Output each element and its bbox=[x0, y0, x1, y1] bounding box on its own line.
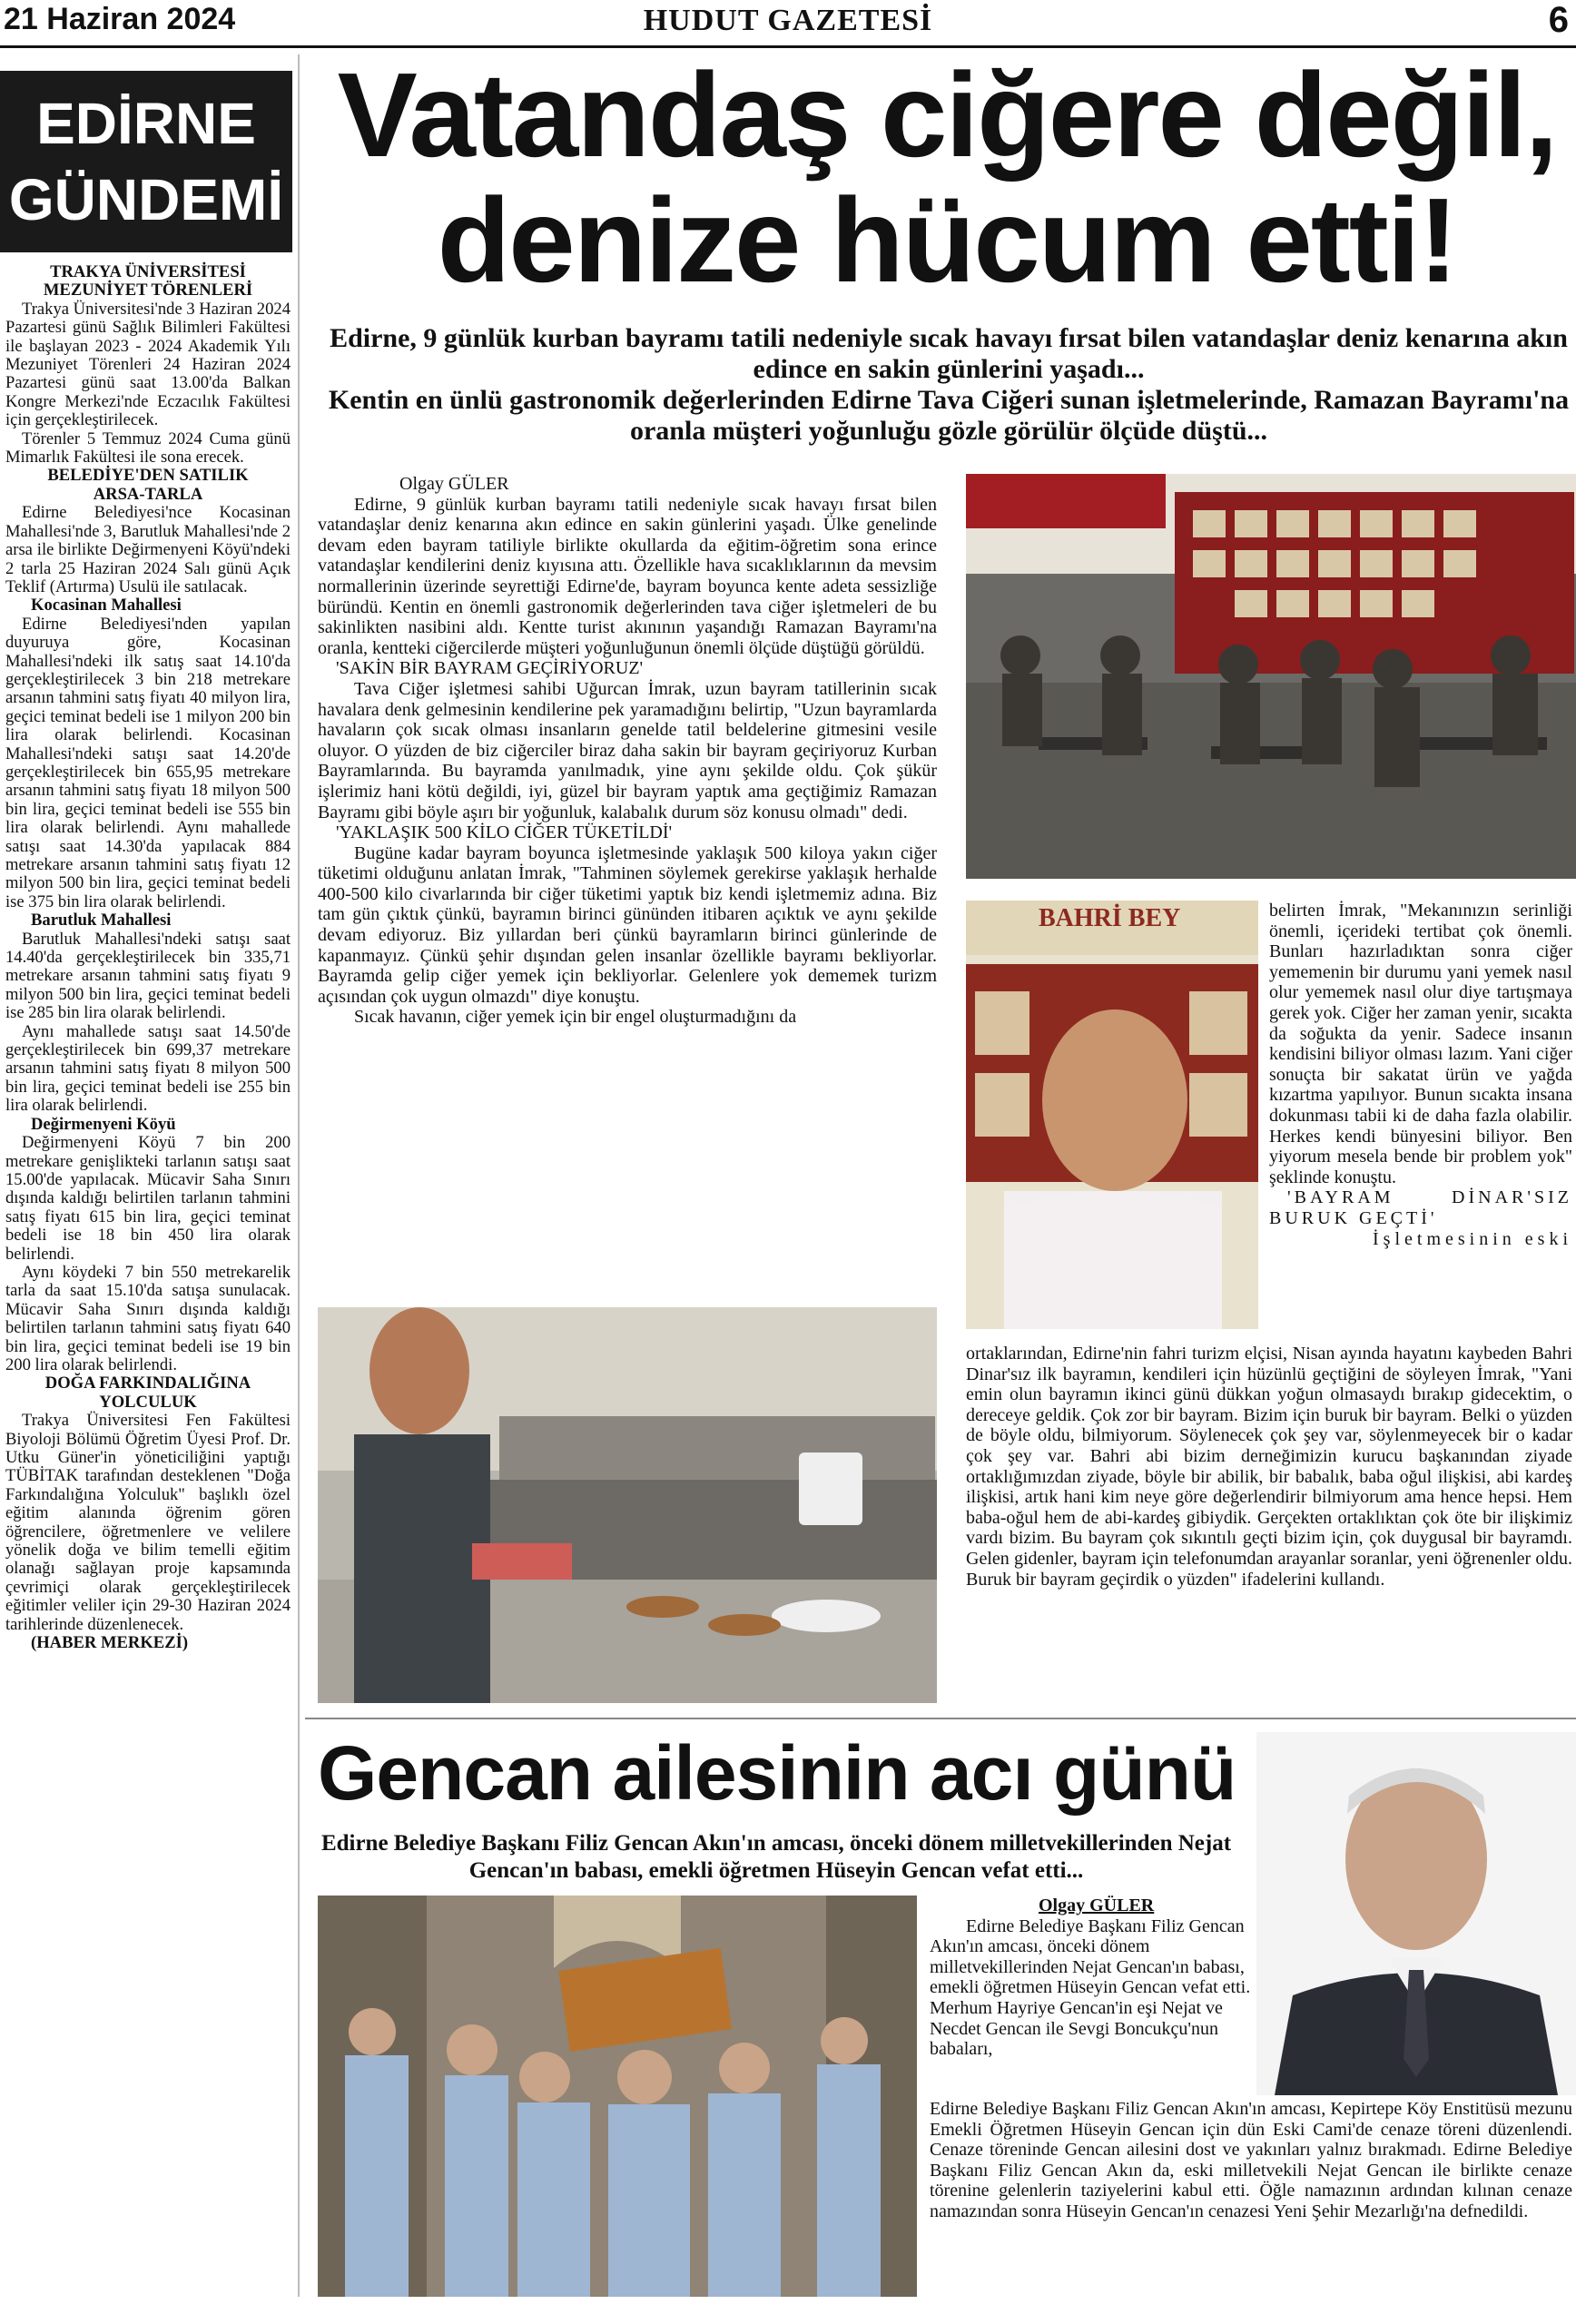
brief-title: YOLCULUK bbox=[99, 1392, 197, 1412]
story2-lower bbox=[930, 2099, 1572, 2222]
main-headline bbox=[318, 48, 1576, 307]
story-paragraph: Edirne Belediye Başkanı Filiz Gencan Akın'ın amcası, önceki dönem milletvekillerinden Nejat Gencan'ın babası, emekli öğretmen Hüseyin Gencan vefat etti. Merhum Hayriye Gencan'in eşi Nejat ve Necdet Gencan ile Sevgi Boncukçu'nun babaları, bbox=[930, 1915, 1251, 2060]
main-deck-2: Kentin en ünlü gastronomik değerlerinden Edirne Tava Ciğeri sunan işletmelerinde, Ramazan Bayramı'na oranla müşteri yoğunluğu gözle görülür ölçüde düştü... bbox=[328, 385, 1570, 446]
section-box bbox=[0, 71, 292, 252]
main-deck bbox=[327, 323, 1571, 447]
brief-paragraph: Trakya Üniversitesi Fen Fakültesi Biyoloji Bölümü Öğretim Üyesi Prof. Dr. Utku Güner'in yöneticiliğini yaptığı TÜBİTAK tarafından desteklenen "Doğa Farkındalığına Yolculuk" başlıklı özel eğitim alanında öğrenim gören öğrencilere, öğretmenlere ve velilere yönelik doğa ve bilim temelli eğitim olanağı sağlayan proje kapsamında çevrimiçi olarak gerçekleştirilecek eğitimler veliler için 29-30 Haziran 2024 tarihlerinde düzenlenecek. bbox=[5, 1411, 291, 1634]
brief-paragraph: Aynı köydeki 7 bin 550 metrekarelik tarla da saat 15.10'da satışa sunulacak. Mücavir Saha Sınırı dışında kaldığı belirtilen tarlanın tahmini satış fiyatı 640 bin lira, geçici teminat bedeli ise 19 bin 200 lira olarak belirlendi. bbox=[5, 1262, 291, 1374]
byline: Olgay GÜLER bbox=[399, 474, 509, 494]
brief-paragraph: Trakya Üniversitesi'nde 3 Haziran 2024 Pazartesi günü Sağlık Bilimleri Fakültesi ile başlayan 2023 - 2024 Akademik Yılı Mezuniyet Törenleri 24 Haziran 2024 Pazartesi günü saat 13.00'da Balkan Kongre Merkezi'nde Eczacılık Fakültesi için gerçekleştirilecek. bbox=[5, 299, 291, 430]
story-subhead: 'BAYRAM DİNAR'SIZ BURUK GEÇTİ' bbox=[1269, 1187, 1572, 1228]
main-headline-line1: Vatandaş ciğere değil, bbox=[337, 48, 1557, 182]
deceased-portrait-photo bbox=[1256, 1732, 1576, 2095]
brief-subhead: Barutluk Mahallesi bbox=[31, 911, 172, 931]
story1-column bbox=[318, 474, 937, 1028]
story-paragraph: İşletmesinin eski bbox=[1373, 1228, 1572, 1249]
page-number: 6 bbox=[1548, 0, 1569, 40]
owner-portrait-photo bbox=[966, 901, 1258, 1329]
brief-title: MEZUNİYET TÖRENLERİ bbox=[43, 281, 253, 300]
issue-date: 21 Haziran 2024 bbox=[4, 2, 236, 36]
story1-bottomcol bbox=[966, 1344, 1572, 1590]
newspaper-name: HUDUT GAZETESİ bbox=[643, 4, 933, 37]
byline: Olgay GÜLER bbox=[1039, 1896, 1155, 1915]
brief-title: BELEDİYE'DEN SATILIK bbox=[47, 466, 249, 486]
story2-upper bbox=[930, 1896, 1253, 2060]
sign-text: BAHRİ BEY bbox=[1039, 904, 1181, 932]
story-subhead: 'YAKLAŞIK 500 KİLO CİĞER TÜKETİLDİ' bbox=[336, 822, 673, 843]
section-box-line2: GÜNDEMİ bbox=[8, 167, 284, 232]
story-paragraph: Edirne Belediye Başkanı Filiz Gencan Akın'ın amcası, Kepirtepe Köy Enstitüsü mezunu Emekli Öğretmen Hüseyin Gencan için dün Eski Cami'de cenaze töreni düzenlendi. Cenaze töreninde Gencan ailesini dost ve yakınları yalnız bırakmadı. Edirne Belediye Başkanı Filiz Gencan Akın da, eski milletvekili Nejat Gencan ile birlikte cenaze törenine gelenlerin taziyelerini kabul etti. Öğle namazının ardından kılınan cenaze namazından sonra Hüseyin Gencan'ın cenazesi Yeni Şehir Mezarlığı'na defnedildi. bbox=[930, 2099, 1572, 2221]
brief-paragraph: Edirne Belediyesi'nce Kocasinan Mahallesi'nde 3, Barutluk Mahallesi'nde 2 arsa ile birlikte Değirmenyeni Köyü'ndeki 2 tarla 25 Haziran 2024 Salı günü Açık Teklif (Artırma) Usulü ile satılacak. bbox=[5, 503, 291, 596]
second-headline: Gencan ailesinin acı günü bbox=[318, 1730, 1236, 1816]
story-subhead: 'SAKİN BİR BAYRAM GEÇİRİYORUZ' bbox=[336, 658, 644, 679]
brief-paragraph: Barutluk Mahallesi'ndeki satışı saat 14.40'da gerçekleştirilecek bin 335,71 metrekare arsanın tahmini satış fiyatı 9 milyon 500 bin lira, geçici teminat bedeli ise 285 bin lira olarak belirlendi. bbox=[5, 929, 291, 1023]
story-paragraph: ortaklarından, Edirne'nin fahri turizm elçisi, Nisan ayında hayatını kaybeden Bahri Dinar'sız ilk bayramın, kendileri için hüzünlü geçtiğini de söyleyen İmrak, "Yani emin olun bayramın ikinci günü dükkan yoğun olmasaydı bırakıp gidecektim, o dereceye geldik. Çok zor bir bayram. Bizim için buruk bir bayram. Belki o yüzden de böyle oldu, bilmiyorum. Söylenecek çok şey var, söylenmeyecek bir o kadar çok şey var. Bahri abi bizim derneğimizin kurucu başkanından ziyade ortaklığımızdan ziyade, böyle bir abilik, bir babalık, baba oğul ilişkisi, abi kardeş ilişkisi, artık hani kim neye göre değerlendirir bilmiyorum ama hence hepsi. Hem baba-oğul hem de abi-kardeş gibiydik. Gerçekten ortaklıktan çok öte bir ilişkimiz vardı bizim. Bu bayram çok sıkıntılı geçti bizim için, çok duygusal bir bayramdı. Gelen gidenler, bayram için telefonumdan arayanlar soranlar, yeni öğrenenler oldu. Buruk bir bayram geçirdik o yüzden" ifadelerini kullandı. bbox=[966, 1344, 1572, 1590]
story-divider bbox=[305, 1718, 1576, 1719]
column-divider bbox=[298, 54, 300, 2297]
story-paragraph: Sıcak havanın, ciğer yemek için bir engel oluşturmadığını da bbox=[354, 1007, 797, 1028]
brief-title: ARSA-TARLA bbox=[93, 484, 203, 504]
section-box-line1: EDİRNE bbox=[36, 91, 256, 156]
brief-paragraph: Edirne Belediyesi'nden yapılan duyuruya göre, Kocasinan Mahallesi'ndeki ilk satış saat 14.10'da gerçekleştirilecek 3 bin 218 metrekare arsanın tahmini satış fiyatı 40 milyon lira, geçici teminat bedeli ise 1 milyon 200 bin lira olarak belirlendi. Kocasinan Mahallesi'ndeki satışı saat 14.20'de gerçekleştirilecek bin 655,95 metrekare arsanın tahmini satış fiyatı 18 milyon 500 bin lira, geçici teminat bedeli ise 555 bin lira olarak belirlendi. Aynı mahallede satışı saat 14.30'da yapılacak 884 metrekare arsanın tahmini satış fiyatı 12 milyon 500 bin lira, geçici teminat bedeli ise 375 bin lira olarak belirlendi. bbox=[5, 614, 291, 911]
sidebar-column bbox=[5, 263, 291, 1652]
restaurant-terrace-photo bbox=[966, 474, 1576, 879]
brief-subhead: Kocasinan Mahallesi bbox=[31, 596, 182, 615]
brief-signature: (HABER MERKEZİ) bbox=[31, 1633, 189, 1653]
story-paragraph: Edirne, 9 günlük kurban bayramı tatili nedeniyle sıcak havayı fırsat bilen vatandaşlar deniz kenarına akın edince en sakin günlerini yaşadı. Ülke genelinde devam eden bayram tatiliyle birlikte okullarda da eğitim-öğretim sona erince vatandaşlar kendilerini deniz kıyısına attı. Özellikle hava sıcaklıklarının da mevsim normallerinin üzerinde seyrettiği Edirne'de, bayram boyunca kente adeta sessizliğe büründü. Kentin en önemli gastronomik değerlerinden tava ciğer işletmeleri de bu sakinlikten nasibini aldı. Kentte turist akınının yaşandığı Ramazan Bayramı'na oranla, kentteki ciğercilerde müşteri yoğunluğunun önemli ölçüde düştüğü görüldü. bbox=[318, 494, 937, 658]
kitchen-photo bbox=[318, 1307, 937, 1703]
second-deck: Edirne Belediye Başkanı Filiz Gencan Akın'ın amcası, önceki dönem milletvekillerinden Nejat Gencan'ın babası, emekli öğretmen Hüseyin Gencan vefat etti... bbox=[320, 1831, 1232, 1883]
funeral-photo bbox=[318, 1896, 917, 2297]
brief-subhead: Değirmenyeni Köyü bbox=[31, 1114, 176, 1134]
story1-sidecol bbox=[1269, 901, 1572, 1249]
main-deck-1: Edirne, 9 günlük kurban bayramı tatili nedeniyle sıcak havayı fırsat bilen vatandaşlar deniz kenarına akın edince en sakin günlerini yaşadı... bbox=[330, 323, 1568, 384]
brief-paragraph: Törenler 5 Temmuz 2024 Cuma günü Mimarlık Fakültesi ile sona erecek. bbox=[5, 428, 291, 468]
story-paragraph: belirten İmrak, "Mekanınızın serinliği önemli, içerideki tertibat çok önemli. Bunları hazırladıktan sonra ciğer yememenin bir durumu yani yemek nasıl olur yememek nasıl olur diye tartışmaya gerek yok. Ciğer her zaman yenir, sıcakta da soğukta da yenir. Sadece insanın kendisini biliyor olması lazım. Yani ciğer sonuçta bir sakatat ürün ve yağda kızartma yapılıyor. Bunun sıcakta insana dokunması tabii ki de daha fazla olabilir. Herkes kendi bünyesini biliyor. Ben yiyorum mesela bende bir problem yok" şeklinde konuştu. bbox=[1269, 901, 1572, 1187]
story-paragraph: Tava Ciğer işletmesi sahibi Uğurcan İmrak, uzun bayram tatillerinin sıcak havalara denk gelmesinin kendilerine pek yaramadığını belirtip, "Uzun bayramlarda havaların çok sıcak olması insanların genelde tatil beldelerine gitmesini vesile oluyor. O yüzden de biz ciğerciler biraz daha sakin bir bayram geçiriyoruz Kurban Bayramlarında. Bu bayramda yanılmadık, yine aynı şekilde oldu. Çok şükür işlerimiz hani kötü değildi, iyi, güzel bir bayram yaptık ama geçtiğimiz Ramazan Bayramı gibi böyle aşırı bir yoğunluk, kalabalık durum söz konusu olmadı" dedi. bbox=[318, 678, 937, 822]
brief-paragraph: Değirmenyeni Köyü 7 bin 200 metrekare genişlikteki tarlanın satışı saat 15.00'de yapılacak. Mücavir Saha Sınırı dışında kaldığı belirtilen tarlanın tahmini satış fiyatı 615 bin lira, geçici teminat bedeli ise 18 bin 450 lira olarak belirlendi. bbox=[5, 1133, 291, 1264]
story-paragraph: Bugüne kadar bayram boyunca işletmesinde yaklaşık 500 kiloya yakın ciğer tüketimi olduğunu anlatan İmrak, "Tahminen söylemek gerekirse yaklaşık herhalde 400-500 kilo civarlarında bir ciğer tüketimi yaptık biz kendi işletmemiz adına. Biz tam gün çıktık çünkü, bayramın birinci gününden itibaren açıktık ve aynı şekilde devam ediyoruz. Biz yıllardan beri çünkü bayramların birinci günlerinde de kapanmayız. Çünkü şehir dışından gelen insanlar özellikle bayramı bekliyorlar. Bayramda gelip ciğer yemek için bekliyorlar. Gelenlere yok dememek turizm açısından çok uygun olmazdı" diye konuştu. bbox=[318, 842, 937, 1007]
brief-title: TRAKYA ÜNİVERSİTESİ bbox=[50, 262, 246, 281]
brief-title: DOĞA FARKINDALIĞINA bbox=[44, 1374, 251, 1393]
main-headline-line2: denize hücum etti! bbox=[437, 173, 1457, 307]
brief-paragraph: Aynı mahallede satışı saat 14.50'de gerçekleştirilecek bin 699,37 metrekare arsanın tahmini satış fiyatı 8 milyon 500 bin lira, geçici teminat bedeli ise 255 bin lira olarak belirlendi. bbox=[5, 1021, 291, 1116]
